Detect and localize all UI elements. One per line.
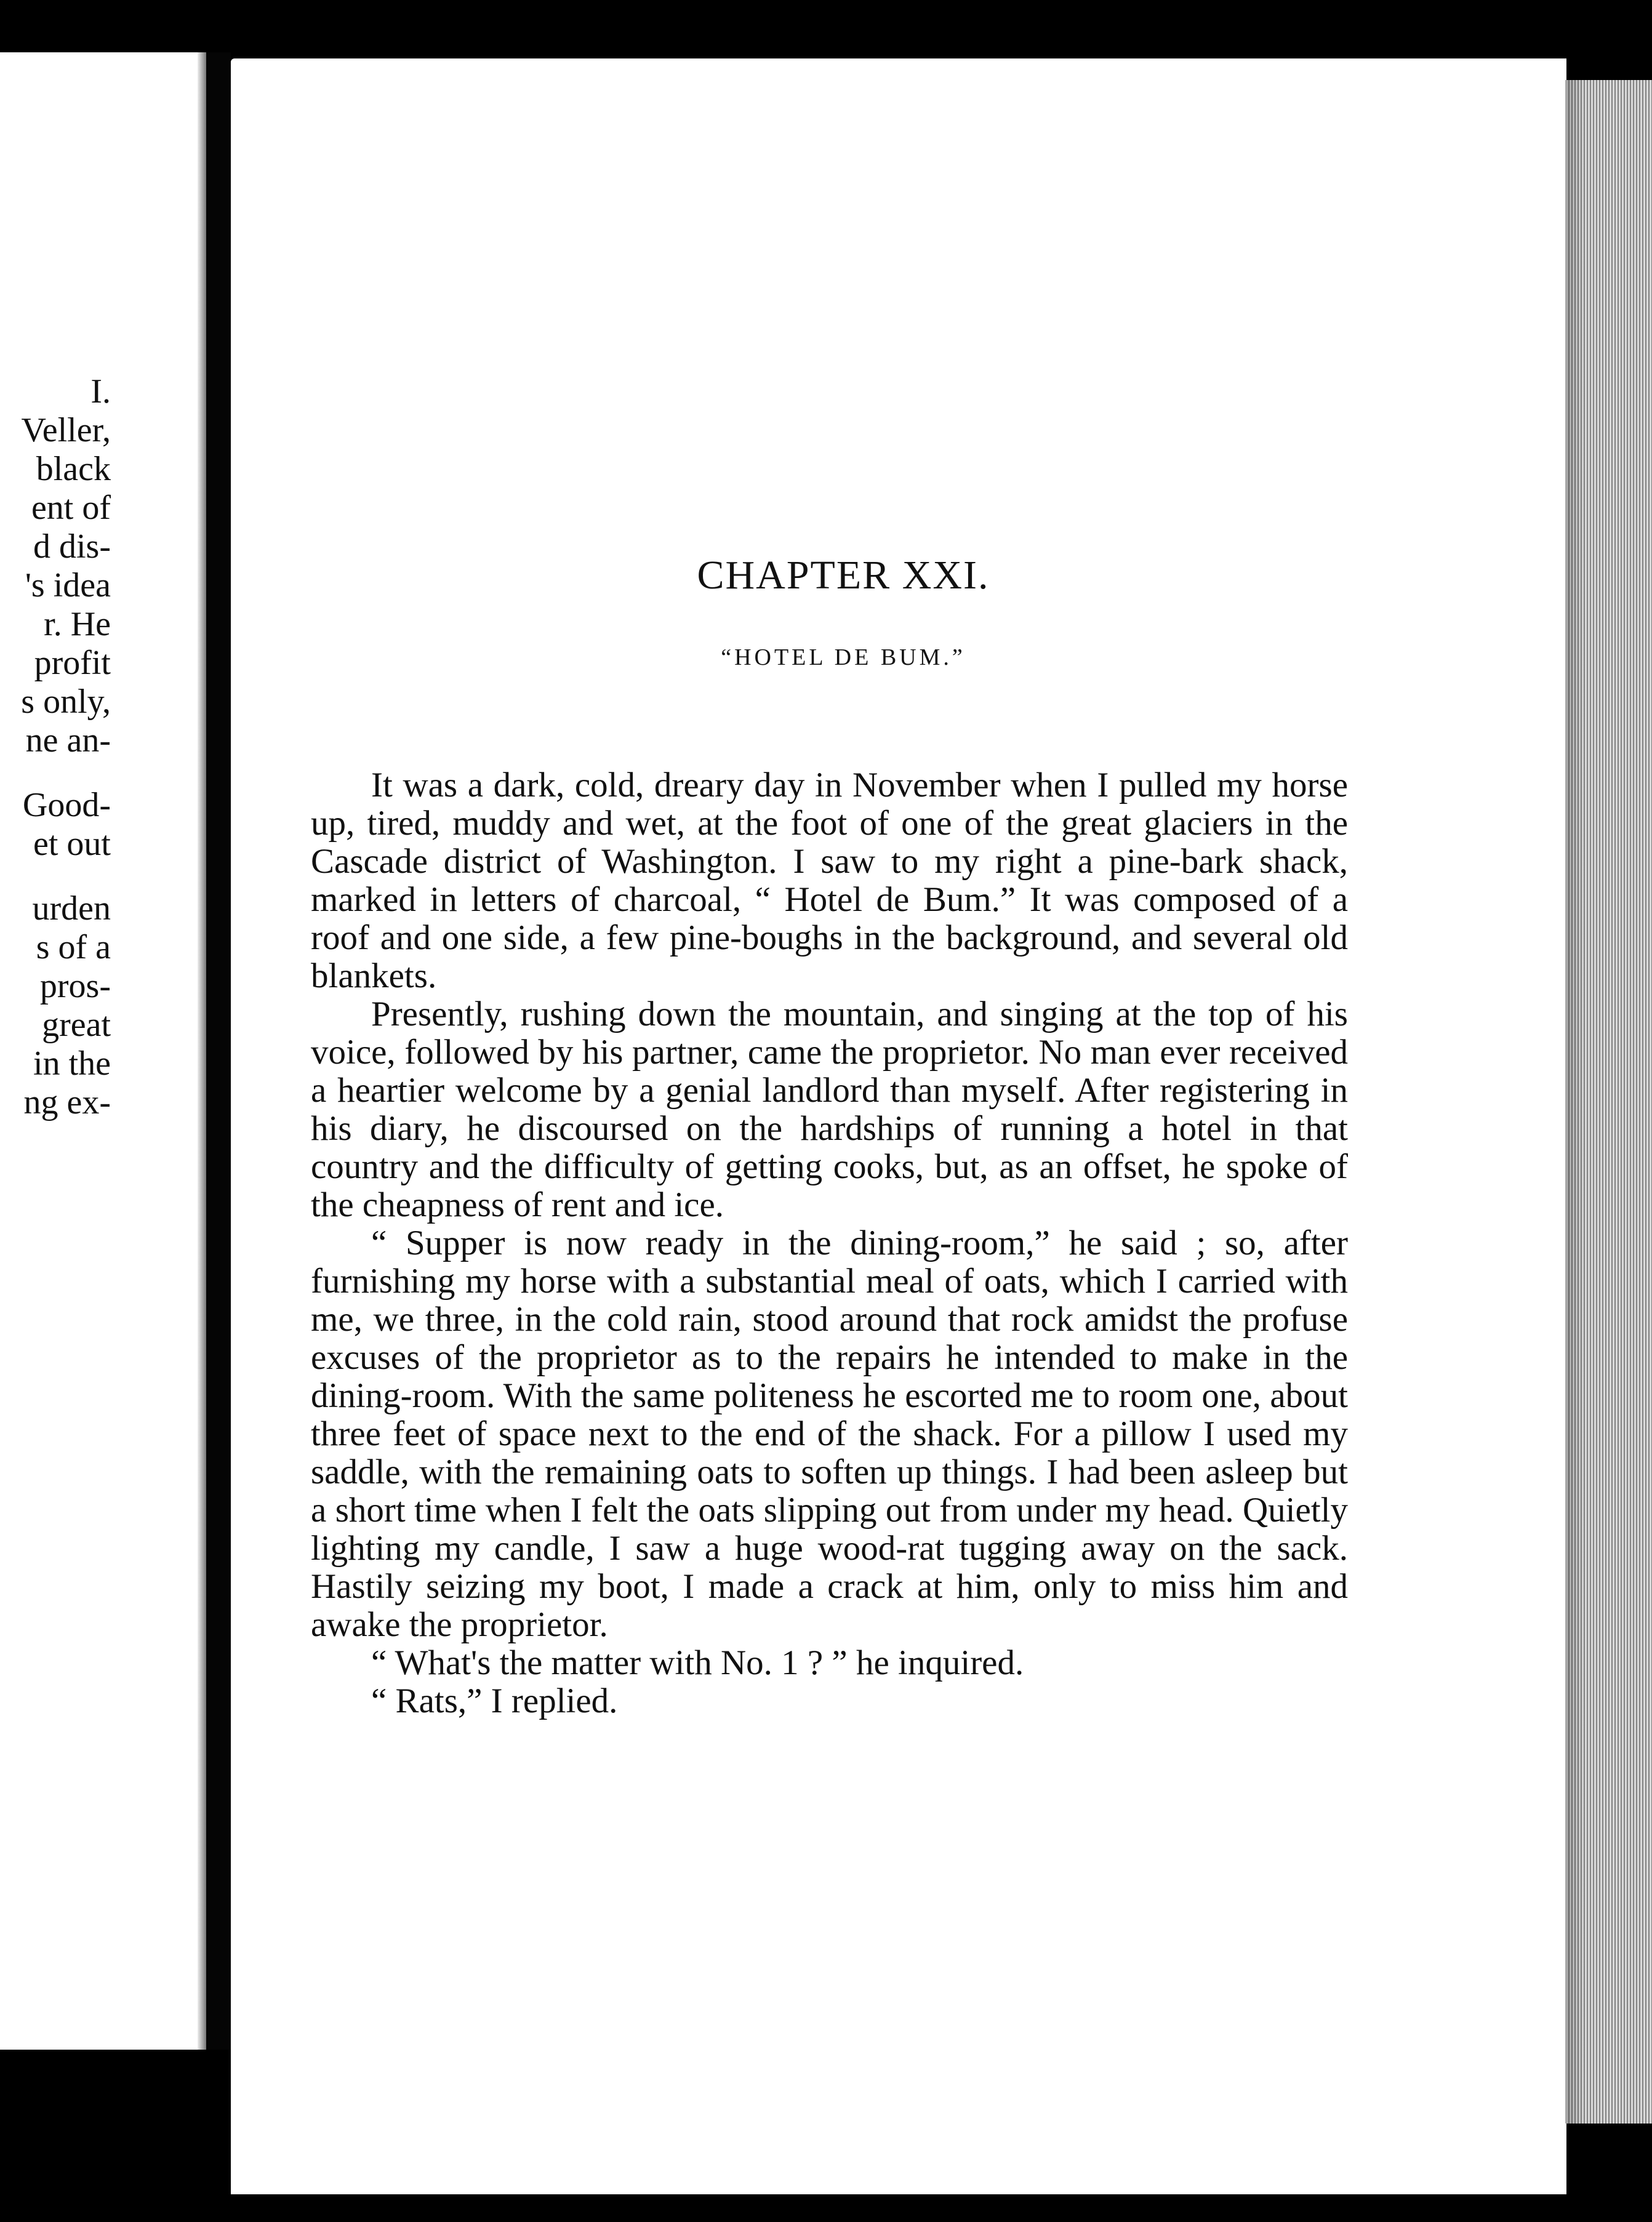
paragraph: “ Supper is now ready in the dining-room,” he said ; so, after furnishing my horse with a substantial meal of oats, which I carried with me, we three, in the cold rain, stood around that rock amidst the profuse excuses of the proprietor as to the repairs he intended to make in the dining-room. With the same politeness he escorted me to room one, about three feet of space next to the end of the shack. For a pillow I used my saddle, with the remaining oats to soften up things. I had been asleep but a short time when I felt the oats slipping out from under my head. Quietly lighting my candle, I saw a huge wood-rat tugging away on the sack. Hastily seizing my boot, I made a crack at him, only to miss him and awake the proprietor.	[311, 1224, 1348, 1644]
chapter-title: CHAPTER XXI.	[697, 553, 990, 598]
left-line: black	[36, 450, 111, 488]
book-spine	[206, 52, 231, 2050]
left-line: 's idea	[25, 566, 111, 604]
left-line: Veller,	[21, 411, 111, 449]
paragraph: “ Rats,” I replied.	[371, 1682, 618, 1720]
left-line-gap	[0, 864, 111, 889]
left-line: Good-	[22, 786, 111, 824]
left-line: et out	[33, 825, 111, 863]
left-line: in the	[33, 1045, 111, 1083]
left-page-text	[0, 372, 111, 1122]
left-line: d dis-	[33, 527, 111, 566]
left-line: I.	[90, 372, 111, 411]
left-page	[0, 52, 206, 2050]
page-edges-shade	[1566, 80, 1585, 2124]
left-line: s only,	[21, 683, 111, 721]
left-line: ne an-	[25, 721, 111, 760]
paragraph: “ What's the matter with No. 1 ? ” he inquired.	[371, 1643, 1024, 1682]
left-line-gap	[0, 760, 111, 786]
paragraph: Presently, rushing down the mountain, and singing at the top of his voice, followed by his partner, came the proprietor. No man ever received a heartier welcome by a genial landlord than myself. After registering in his diary, he discoursed on the hardships of running a hotel in that country and the difficulty of getting cooks, but, as an offset, he spoke of the cheapness of rent and ice.	[311, 995, 1348, 1224]
left-line: great	[42, 1006, 111, 1044]
gutter-shadow	[198, 52, 206, 2050]
left-line: profit	[34, 644, 111, 682]
left-line: s of a	[36, 928, 111, 966]
chapter-subtitle: “HOTEL DE BUM.”	[721, 644, 966, 670]
left-line: r. He	[44, 605, 111, 643]
left-line: pros-	[39, 967, 111, 1005]
paragraph: It was a dark, cold, dreary day in November when I pulled my horse up, tired, muddy and wet, at the foot of one of the great glaciers in the Cascade district of Washington. I saw to my right a pine-bark shack, marked in letters of charcoal, “ Hotel de Bum.” It was composed of a roof and one side, a few pine-boughs in the background, and several old blankets.	[311, 766, 1348, 995]
left-line: urden	[32, 889, 111, 928]
chapter-body	[311, 766, 1348, 1720]
left-line: ng ex-	[23, 1083, 111, 1121]
left-line: ent of	[31, 489, 111, 527]
